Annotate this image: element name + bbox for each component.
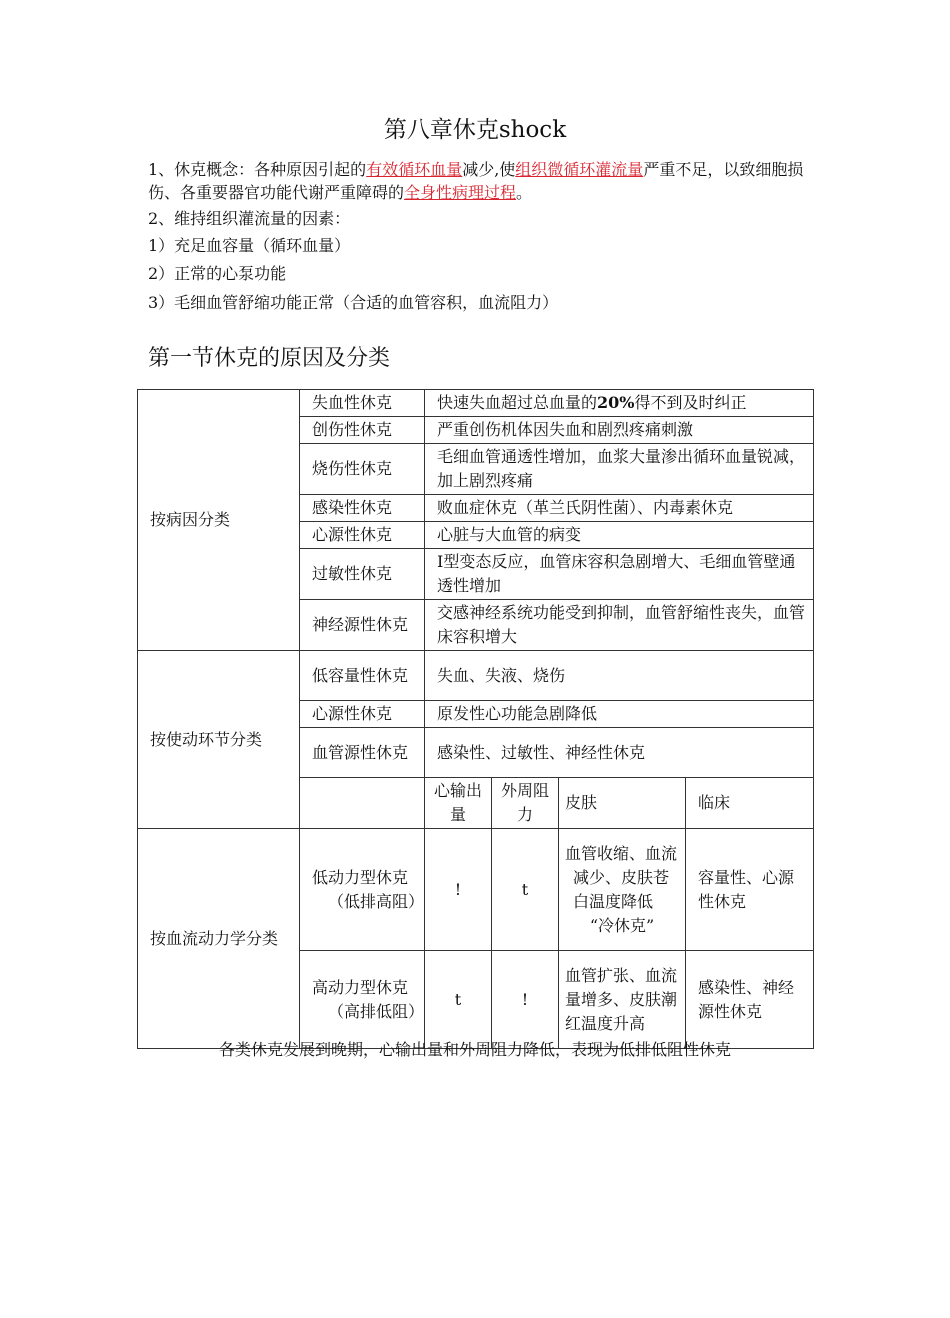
shock-desc: 失血、失液、烧伤 [425,651,814,701]
clinical-description: 容量性、心源性休克 [686,829,814,951]
group-label-hemodynamics: 按血流动力学分类 [138,829,300,1049]
chapter-title: 第八章休克shock [383,117,567,143]
peripheral-resistance-value: t [492,829,559,951]
group-label-cause: 按病因分类 [138,390,300,651]
header-clinical: 临床 [686,778,814,829]
concept-mid-1: 减少,使 [462,160,516,179]
shock-desc [425,390,814,417]
type-name: 低动力型休克 [312,867,409,887]
shock-type [300,829,425,951]
shock-classification-table [137,389,814,1049]
skin-description: 血管扩张、血流量增多、皮肤潮红温度升高 [559,951,686,1049]
shock-type: 过敏性休克 [300,549,425,600]
shock-desc: 心脏与大血管的病变 [425,522,814,549]
shock-type: 感染性休克 [300,495,425,522]
group-label-link: 按使动环节分类 [138,651,300,829]
skin-text: 血管收缩、血流减少、皮肤苍白温度降低 [565,843,678,911]
shock-concept-paragraph [148,158,828,204]
table-row [138,829,814,951]
type-subtitle: （高排低阻） [328,1001,425,1021]
footer-note: 各类休克发展到晚期，心输出量和外周阻力降低，表现为低排低阻性休克 [218,1040,731,1059]
desc-text: 快速失血超过总血量的 [437,393,598,412]
concept-mid-2: 严重不足，以致细胞损伤、各重要器官功能代谢严重障碍的 [148,160,804,202]
shock-type: 烧伤性休克 [300,444,425,495]
factors-heading: 2、维持组织灌流量的因素： [148,209,351,228]
shock-desc: 严重创伤机体因失血和剧烈疼痛刺激 [425,417,814,444]
desc-percent: 20% [597,393,635,412]
shock-desc: I型变态反应，血管床容积急剧增大、毛细血管壁通透性增加 [425,549,814,600]
peripheral-resistance-value: ! [492,951,559,1049]
type-subtitle: （低排高阻） [328,891,425,911]
shock-type: 心源性休克 [300,701,425,728]
cardiac-output-value: ! [425,829,492,951]
highlight-systemic-pathological-process: 全身性病理过程 [404,183,517,202]
shock-desc: 毛细血管通透性增加，血浆大量渗出循环血量锐减，加上剧烈疼痛 [425,444,814,495]
concept-suffix: 。 [516,183,533,202]
skin-description [559,829,686,951]
highlight-effective-circulating-volume: 有效循环血量 [366,160,463,179]
shock-desc: 败血症休克（革兰氏阴性菌）、内毒素休克 [425,495,814,522]
factor-item-3: 3）毛细血管舒缩功能正常（合适的血管容积，血流阻力） [148,293,559,312]
type-name: 高动力型休克 [312,977,409,997]
shock-type: 创伤性休克 [300,417,425,444]
shock-desc: 感染性、过敏性、神经性休克 [425,728,814,778]
shock-type: 心源性休克 [300,522,425,549]
desc-text: 得不到及时纠正 [634,393,747,412]
shock-type: 失血性休克 [300,390,425,417]
table-row [138,651,814,701]
header-cardiac-output: 心输出量 [425,778,492,829]
shock-desc: 原发性心功能急剧降低 [425,701,814,728]
shock-type: 低容量性休克 [300,651,425,701]
concept-prefix: 1、休克概念：各种原因引起的 [148,160,367,179]
section-title: 第一节休克的原因及分类 [148,346,391,371]
factor-item-2: 2）正常的心泵功能 [148,264,287,283]
header-peripheral-resistance: 外周阻力 [492,778,559,829]
shock-type: 神经源性休克 [300,600,425,651]
skin-note: “冷休克” [589,915,655,935]
empty-cell [300,778,425,829]
factor-item-1: 1）充足血容量（循环血量） [148,236,351,255]
clinical-description: 感染性、神经源性休克 [686,951,814,1049]
header-skin: 皮肤 [559,778,686,829]
highlight-microcirculation-perfusion: 组织微循环灌流量 [515,160,644,179]
shock-type: 血管源性休克 [300,728,425,778]
table-row [138,390,814,417]
shock-desc: 交感神经系统功能受到抑制，血管舒缩性丧失，血管床容积增大 [425,600,814,651]
cardiac-output-value: t [425,951,492,1049]
shock-type [300,951,425,1049]
